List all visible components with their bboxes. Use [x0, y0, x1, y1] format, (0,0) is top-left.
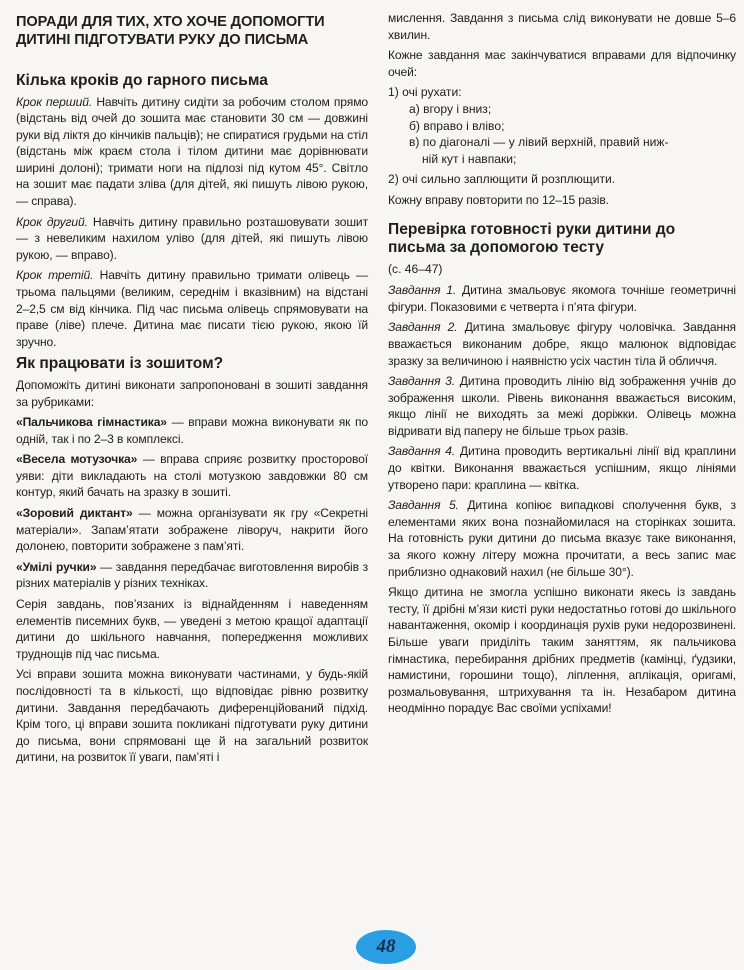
page-number: 48	[376, 936, 396, 957]
step-text: Навчіть дитину правильно тримати олівець — трьома пальцями (великим, середнім і вказівним) на відстані 2–2,5 см від кінчика. Під час письма олівець спрямовувати на праве (ліве) плече. Дитина має писати тією рукою, якою їй зручно.	[16, 268, 368, 349]
step-label: Крок перший.	[16, 94, 93, 109]
page-number-badge	[356, 930, 416, 964]
left-column	[16, 10, 368, 770]
task-label: Завдання 1.	[388, 283, 457, 298]
main-title: ПОРАДИ ДЛЯ ТИХ, ХТО ХОЧЕ ДОПОМОГТИ ДИТИНІ ПІДГОТУВАТИ РУКУ ДО ПИСЬМА	[16, 14, 325, 48]
rubric-paragraph	[16, 559, 368, 592]
rubric-paragraph	[16, 414, 368, 447]
rubric-label: «Весела мотузочка»	[16, 452, 138, 467]
section-title-notebook: Як працювати із зошитом?	[16, 355, 224, 373]
rubric-text: — можна організувати як гру «Секретні матеріали». Запам’ятати зображене ліворуч, накрити його долонею, повторити зображене з пам’яті.	[16, 506, 368, 554]
task-paragraph	[388, 319, 736, 369]
list-item: ній кут і навпаки;	[422, 151, 517, 166]
pages-reference: (с. 46–47)	[388, 261, 443, 276]
test-title: Перевірка готовності руки дитини до письма за допомогою тесту	[388, 220, 676, 257]
task-text: Дитина проводить лінію від зображення учнів до зображення школи. Рівень виконання вважається високим, якщо лінії не виходять за межі доріжки. Олівець можна відривати від паперу не більше трьох разів.	[388, 374, 736, 438]
list-item: а) вгору і вниз;	[409, 101, 492, 116]
rubric-label: «Зоровий диктант»	[16, 506, 133, 521]
step-label: Крок третій.	[16, 268, 94, 283]
section-title-steps: Кілька кроків до гарного письма	[16, 72, 268, 89]
list-item: 2) очі сильно заплющити й розплющити.	[388, 172, 616, 187]
step-text: Навчіть дитину сидіти за робочим столом прямо (відстань від очей до зошита має становити 30 см — довжині руки від ліктя до кінчиків пальців); не спиратися грудьми на стіл (відстань між краєм стола і тілом дитини має дорівнювати ширині долоні); тримати ноги на підлозі під кутом 45°. Світло на зошит має падати зліва (для дітей, які пишуть лівою рукою, — справа).	[16, 94, 368, 209]
step-paragraph	[16, 214, 368, 264]
step-paragraph	[16, 267, 368, 350]
eyes-intro: Кожне завдання має закінчуватися вправами для відпочинку очей:	[388, 48, 736, 79]
task-label: Завдання 3.	[388, 374, 456, 389]
task-label: Завдання 2.	[388, 320, 458, 335]
list-item: в) по діагоналі — у лівий верхній, правий ниж-	[409, 135, 669, 150]
rubric-label: «Пальчикова гімнастика»	[16, 415, 167, 430]
right-column	[388, 10, 736, 721]
rubric-paragraph	[16, 505, 368, 555]
eye-exercise-list	[388, 84, 736, 188]
notebook-intro: Допоможіть дитині виконати запропоновані в зошиті завдання за рубриками:	[16, 377, 368, 409]
all-exercises-paragraph: Усі вправи зошита можна виконувати частинами, у будь-якій послідовності та в кількості, що відповідає рівню розвитку дитини. Завдання передбачають диференційований підхід. Крім того, ці вправи зошита покликані підготувати руку дитини до письма, вони спрямовані ще й на загальний розвиток дитини, на розвиток її уваги, пам’яті і	[16, 667, 368, 765]
repeat-paragraph: Кожну вправу повторити по 12–15 разів.	[388, 192, 609, 207]
step-paragraph	[16, 94, 368, 210]
series-paragraph: Серія завдань, пов’язаних із віднайденням і наведенням елементів писемних букв, — уведені з метою кращої адаптації дитини до шкільного навчання, попередження можливих труднощів під час письма.	[16, 597, 368, 661]
step-text: Навчіть дитину правильно розташовувати зошит — з невеликим нахилом уліво (для дітей, які пишуть лівою рукою, — вправо).	[16, 214, 368, 262]
continued-paragraph: мислення. Завдання з письма слід виконувати не довше 5–6 хвилин.	[388, 11, 736, 42]
task-label: Завдання 4.	[388, 444, 456, 459]
task-paragraph	[388, 282, 736, 315]
task-paragraph	[388, 373, 736, 439]
list-item: б) вправо і вліво;	[409, 118, 505, 133]
rubric-text: — завдання передбачає виготовлення виробів з різних матеріалів у різних техніках.	[16, 559, 368, 591]
task-text: Дитина проводить вертикальні лінії від краплини до квітки. Виконання вважається успішним, якщо лініями утворено пари: краплина — квітка.	[388, 444, 736, 492]
task-text: Дитина змальовує якомога точніше геометричні фігури. Показовими є четверта і п’ята фігури.	[388, 283, 736, 314]
task-paragraph	[388, 497, 736, 580]
rubric-label: «Умілі ручки»	[16, 559, 97, 574]
final-paragraph: Якщо дитина не змогла успішно виконати якесь із завдань тесту, її дрібні м’язи кисті руки недостатньо готові до шкільного навантаження, окомір і координація рухів руки недорозвинені. Більше уваги приділіть таким заняттям, як пальчикова гімнастика, перебирання дрібних предметів (камінці, ґудзики, намистини, горошини тощо), ліплення, аплікація, оригамі, розмальовування, штрихування та ін. Незабаром дитина неодмінно порадує Вас своїми успіхами!	[388, 585, 736, 716]
step-label: Крок другий.	[16, 214, 88, 229]
rubric-text: — вправи можна виконувати як по одній, так і по 2–3 в комплексі.	[16, 415, 369, 446]
rubric-paragraph	[16, 451, 368, 501]
rubric-text: — вправа сприяє розвитку просторової уяви: діти викладають на столі мотузкою завдовжки 80 см контур, який бачать на зразку в зошиті.	[16, 452, 369, 500]
task-text: Дитина копіює випадкові сполучення букв, з елементами яких вона познайомилася на сторінках зошита. На готовність руки дитини до письма вказує таке виконання, за якого кожну літеру можна прочитати, а весь запис має приблизно однаковий нахил (не більше 30°).	[388, 498, 736, 579]
task-text: Дитина змальовує фігуру чоловічка. Завдання вважається виконаним добре, якщо малюнок відповідає зразку за величиною і наявністю усіх частин тіла й обличчя.	[388, 320, 736, 368]
list-item: 1) очі рухати:	[388, 85, 462, 100]
task-label: Завдання 5.	[388, 498, 459, 513]
task-paragraph	[388, 443, 736, 493]
